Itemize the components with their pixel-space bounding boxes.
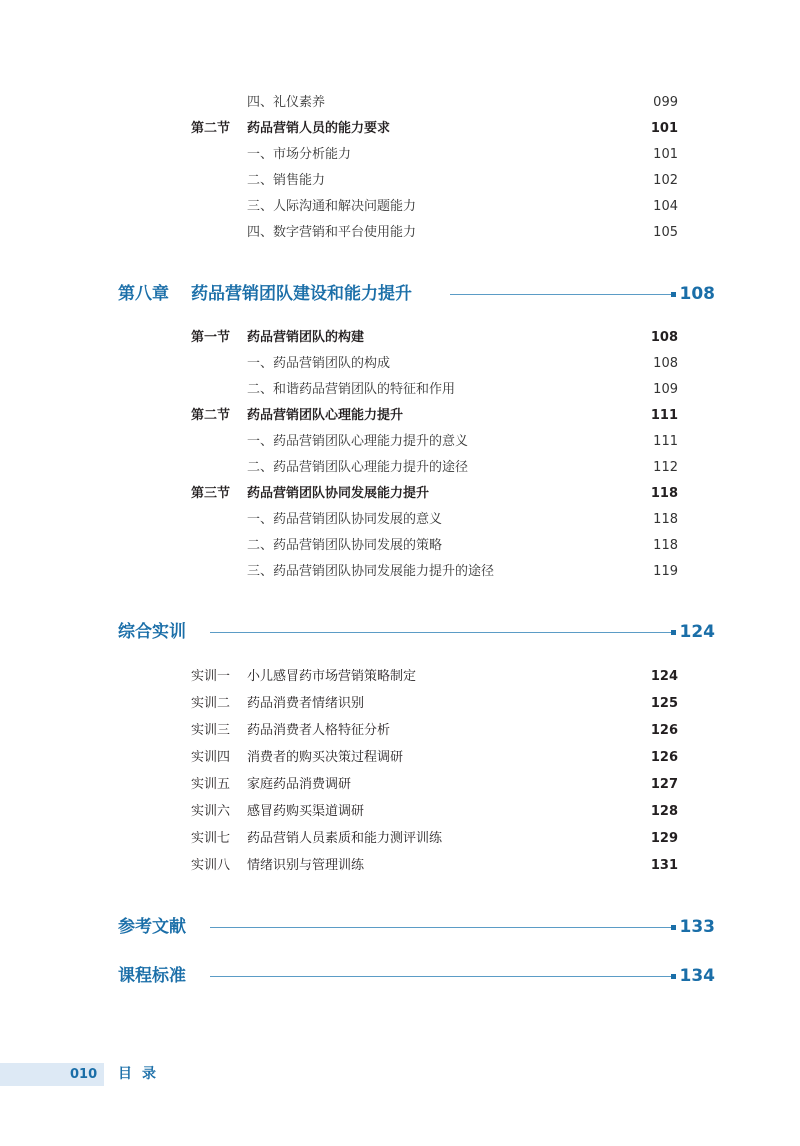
toc-training-item[interactable] <box>0 773 800 797</box>
toc-item[interactable] <box>0 169 800 193</box>
training-title: 药品消费者人格特征分析 <box>247 723 391 738</box>
training-label: 实训五 <box>191 777 231 792</box>
training-page: 131 <box>650 858 678 873</box>
toc-item-title: 四、数字营销和平台使用能力 <box>247 225 417 240</box>
toc-item-title: 一、药品营销团队的构成 <box>247 356 391 371</box>
toc-item-title: 三、药品营销团队协同发展能力提升的途径 <box>247 564 495 579</box>
toc-item[interactable] <box>0 221 800 245</box>
toc-training-item[interactable] <box>0 827 800 851</box>
training-title: 药品消费者情绪识别 <box>247 696 365 711</box>
toc-item[interactable] <box>0 91 800 115</box>
chapter-page: 124 <box>679 622 715 642</box>
toc-item[interactable] <box>0 430 800 454</box>
training-title: 情绪识别与管理训练 <box>247 858 365 873</box>
toc-item-page: 099 <box>653 95 678 110</box>
training-label: 实训四 <box>191 750 231 765</box>
toc-item[interactable] <box>0 456 800 480</box>
toc-item-title: 四、礼仪素养 <box>247 95 326 110</box>
toc-item[interactable] <box>0 508 800 532</box>
toc-curriculum-heading[interactable] <box>0 961 800 991</box>
toc-training-item[interactable] <box>0 746 800 770</box>
toc-chapter-8[interactable] <box>0 279 800 309</box>
toc-section-label: 第二节 <box>191 121 231 136</box>
toc-item-title: 二、药品营销团队协同发展的策略 <box>247 538 443 553</box>
training-label: 实训二 <box>191 696 231 711</box>
chapter-leader-line <box>210 927 673 928</box>
toc-section-label: 第二节 <box>191 408 231 423</box>
chapter-leader-line <box>450 294 673 295</box>
training-label: 实训七 <box>191 831 231 846</box>
training-label: 实训六 <box>191 804 231 819</box>
training-page: 124 <box>650 669 678 684</box>
toc-references-heading[interactable] <box>0 912 800 942</box>
toc-section-title: 药品营销人员的能力要求 <box>247 121 391 136</box>
toc-item-title: 三、人际沟通和解决问题能力 <box>247 199 417 214</box>
toc-section[interactable] <box>0 326 800 350</box>
toc-training-item[interactable] <box>0 800 800 824</box>
toc-training-item[interactable] <box>0 719 800 743</box>
training-title: 小儿感冒药市场营销策略制定 <box>247 669 417 684</box>
toc-section-title: 药品营销团队心理能力提升 <box>247 408 404 423</box>
training-title: 药品营销人员素质和能力测评训练 <box>247 831 443 846</box>
toc-item-page: 109 <box>653 382 678 397</box>
training-label: 实训八 <box>191 858 231 873</box>
toc-training-item[interactable] <box>0 665 800 689</box>
toc-section-label: 第一节 <box>191 330 231 345</box>
toc-section[interactable] <box>0 117 800 141</box>
training-page: 128 <box>650 804 678 819</box>
training-label: 实训三 <box>191 723 231 738</box>
training-title: 消费者的购买决策过程调研 <box>247 750 404 765</box>
toc-item-page: 104 <box>653 199 678 214</box>
training-page: 126 <box>650 723 678 738</box>
toc-item-title: 一、药品营销团队心理能力提升的意义 <box>247 434 469 449</box>
chapter-page: 133 <box>679 917 715 937</box>
toc-section-title: 药品营销团队协同发展能力提升 <box>247 486 430 501</box>
chapter-title: 课程标准 <box>118 966 186 986</box>
training-page: 125 <box>650 696 678 711</box>
footer-page-number: 010 <box>70 1067 98 1082</box>
toc-item-title: 一、市场分析能力 <box>247 147 352 162</box>
chapter-page: 108 <box>679 284 715 304</box>
toc-item-page: 119 <box>653 564 678 579</box>
toc-section-page: 108 <box>650 330 678 345</box>
toc-item[interactable] <box>0 143 800 167</box>
toc-item-title: 二、和谐药品营销团队的特征和作用 <box>247 382 456 397</box>
chapter-leader-line <box>210 976 673 977</box>
training-page: 126 <box>650 750 678 765</box>
toc-section[interactable] <box>0 404 800 428</box>
toc-training-item[interactable] <box>0 692 800 716</box>
toc-item-page: 118 <box>653 512 678 527</box>
toc-item-page: 118 <box>653 538 678 553</box>
toc-training-item[interactable] <box>0 854 800 878</box>
chapter-title: 参考文献 <box>118 917 186 937</box>
toc-section-page: 118 <box>650 486 678 501</box>
training-page: 127 <box>650 777 678 792</box>
training-title: 家庭药品消费调研 <box>247 777 352 792</box>
chapter-title: 综合实训 <box>118 622 186 642</box>
toc-training-heading[interactable] <box>0 617 800 647</box>
chapter-leader-line <box>210 632 673 633</box>
toc-item-title: 二、药品营销团队心理能力提升的途径 <box>247 460 469 475</box>
toc-item[interactable] <box>0 534 800 558</box>
toc-section-label: 第三节 <box>191 486 231 501</box>
training-title: 感冒药购买渠道调研 <box>247 804 365 819</box>
toc-section-title: 药品营销团队的构建 <box>247 330 365 345</box>
chapter-label: 第八章 <box>118 284 169 304</box>
footer-title: 目录 <box>118 1066 166 1082</box>
toc-item-page: 111 <box>653 434 678 449</box>
training-label: 实训一 <box>191 669 231 684</box>
toc-item[interactable] <box>0 352 800 376</box>
chapter-page: 134 <box>679 966 715 986</box>
toc-section[interactable] <box>0 482 800 506</box>
toc-item-page: 108 <box>653 356 678 371</box>
toc-item-page: 102 <box>653 173 678 188</box>
toc-item[interactable] <box>0 560 800 584</box>
training-page: 129 <box>650 831 678 846</box>
toc-item-page: 105 <box>653 225 678 240</box>
toc-item-page: 112 <box>653 460 678 475</box>
chapter-title: 药品营销团队建设和能力提升 <box>191 284 412 304</box>
toc-item-page: 101 <box>653 147 678 162</box>
toc-section-page: 101 <box>650 121 678 136</box>
toc-item[interactable] <box>0 195 800 219</box>
toc-section-page: 111 <box>650 408 678 423</box>
toc-item-title: 二、销售能力 <box>247 173 326 188</box>
toc-item[interactable] <box>0 378 800 402</box>
toc-item-title: 一、药品营销团队协同发展的意义 <box>247 512 443 527</box>
